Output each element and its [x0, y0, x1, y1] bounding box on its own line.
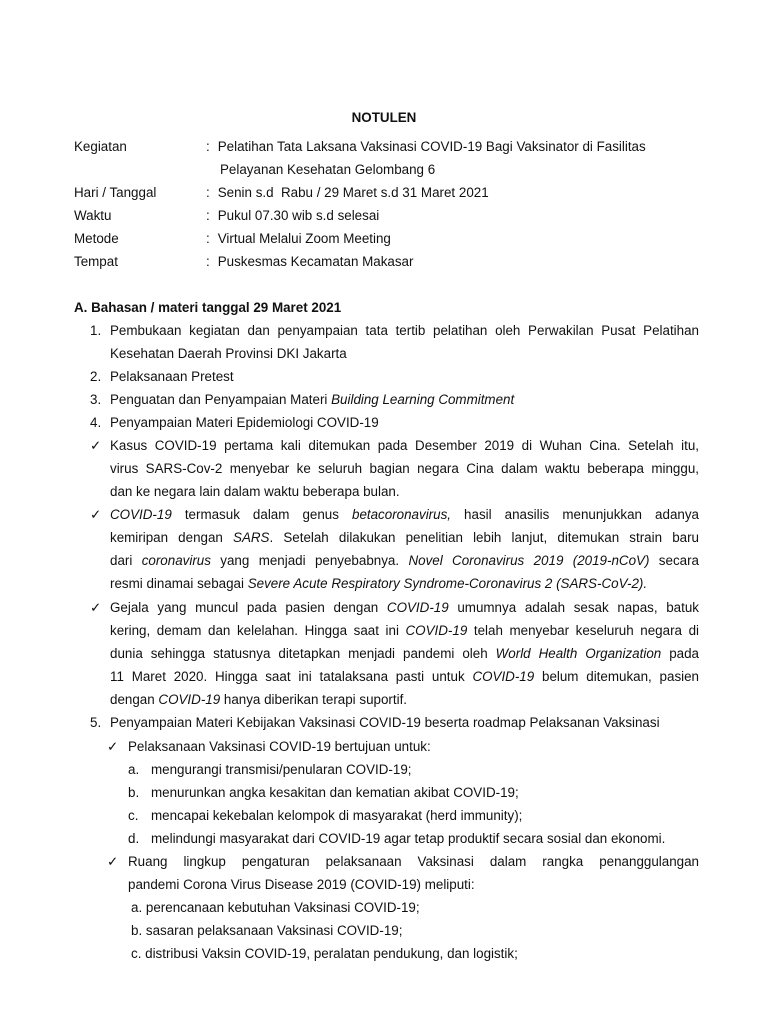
text-plain: 11 Maret 2020. Hingga saat ini tatalaksana pasti untuk	[110, 669, 473, 684]
sub-list-label: b.	[128, 785, 140, 800]
text-plain: dengan	[110, 692, 159, 707]
meta-label: Hari / Tanggal	[74, 185, 157, 200]
sub-list-label: c.	[128, 808, 139, 823]
meta-colon: :	[206, 208, 210, 223]
check-item-text-continued: virus SARS-Cov-2 menyebar ke seluruh bagian negara Cina dalam waktu beberapa minggu,	[110, 461, 699, 476]
check-icon: ✓	[90, 507, 102, 522]
meta-label: Waktu	[74, 208, 112, 223]
text-plain: belum ditemukan, pasien	[534, 669, 700, 684]
text-plain: Gejala yang muncul pada pasien dengan	[110, 600, 387, 615]
text-italic: COVID-19	[158, 692, 221, 707]
meta-label: Kegiatan	[74, 139, 127, 154]
meta-value: Pukul 07.30 wib s.d selesai	[214, 208, 380, 223]
text-plain: kering, demam dan kelelahan. Hingga saat ini	[110, 623, 406, 638]
section-heading: A. Bahasan / materi tanggal 29 Maret 2021	[74, 300, 342, 315]
check-item-text-continued: pandemi Corona Virus Disease 2019 (COVID-19) meliputi:	[128, 877, 475, 892]
meta-colon: :	[206, 185, 210, 200]
check-item-text: Kasus COVID-19 pertama kali ditemukan pada Desember 2019 di Wuhan Cina. Setelah itu,	[110, 438, 699, 453]
text-plain: dari	[110, 553, 142, 568]
sub-list-item: a. perencanaan kebutuhan Vaksinasi COVID-19;	[131, 900, 420, 915]
meta-value: Puskesmas Kecamatan Makasar	[214, 254, 414, 269]
list-item-text-italic: Building Learning Commitment	[331, 392, 515, 407]
check-icon: ✓	[90, 600, 102, 615]
sub-list-text: melindungi masyarakat dari COVID-19 agar tetap produktif secara sosial dan ekonomi.	[151, 831, 666, 846]
check-item-text-continued	[110, 665, 699, 688]
text-plain: termasuk dalam genus	[171, 507, 352, 522]
check-item-text-continued	[110, 526, 699, 549]
check-item-text-continued	[110, 642, 699, 665]
meta-label: Metode	[74, 231, 119, 246]
text-plain: umumnya adalah sesak napas, batuk	[448, 600, 699, 615]
list-number: 1.	[90, 323, 102, 338]
text-plain: dunia sehingga statusnya ditetapkan menjadi pandemi oleh	[110, 646, 496, 661]
text-italic: Novel Coronavirus 2019 (2019-nCoV)	[408, 553, 650, 568]
list-item-text	[110, 388, 699, 411]
sub-list-label: a.	[128, 762, 140, 777]
text-plain: resmi dinamai sebagai	[110, 576, 248, 591]
check-item-text-continued	[110, 688, 699, 711]
list-number: 3.	[90, 392, 102, 407]
sub-list-item: c. distribusi Vaksin COVID-19, peralatan pendukung, dan logistik;	[131, 946, 518, 961]
text-italic: COVID-19	[110, 507, 172, 522]
sub-list-text: mengurangi transmisi/penularan COVID-19;	[151, 762, 412, 777]
meta-colon: :	[206, 254, 210, 269]
sub-list-item: b. sasaran pelaksanaan Vaksinasi COVID-19;	[131, 923, 403, 938]
text-plain: hasil anasilis menunjukkan adanya	[451, 507, 699, 522]
list-item-text-continued: Kesehatan Daerah Provinsi DKI Jakarta	[110, 346, 347, 361]
list-number: 2.	[90, 369, 102, 384]
text-plain: pada	[661, 646, 699, 661]
text-italic: coronavirus	[141, 553, 211, 568]
sub-list-label: d.	[128, 831, 140, 846]
text-plain: . Setelah dilakukan penelitian lebih lanjut, ditemukan strain baru	[269, 530, 699, 545]
text-italic: SARS	[233, 530, 270, 545]
text-plain: telah menyebar keseluruh negara di	[467, 623, 699, 638]
meta-value: Virtual Melalui Zoom Meeting	[214, 231, 391, 246]
check-item-text-continued	[110, 619, 699, 642]
meta-label: Tempat	[74, 254, 118, 269]
text-plain: hanya diberikan terapi suportif.	[220, 692, 408, 707]
text-italic: Severe Acute Respiratory Syndrome-Coronavirus 2 (SARS-CoV-2).	[247, 576, 648, 591]
check-item-text-continued	[110, 572, 699, 595]
check-item-text	[110, 596, 699, 619]
list-item-text: Penyampaian Materi Kebijakan Vaksinasi COVID-19 beserta roadmap Pelaksanan Vaksinasi	[110, 715, 660, 730]
check-item-text-continued	[110, 549, 699, 572]
text-italic: COVID-19	[386, 600, 449, 615]
text-italic: World Health Organization	[495, 646, 662, 661]
list-number: 5.	[90, 715, 102, 730]
check-item-text: Ruang lingkup pengaturan pelaksanaan Vaksinasi dalam rangka penanggulangan	[128, 854, 699, 869]
check-item-text	[110, 503, 699, 526]
text-italic: betacoronavirus,	[352, 507, 451, 522]
check-item-text-continued: dan ke negara lain dalam waktu beberapa bulan.	[110, 484, 400, 499]
meta-value: Senin s.d Rabu / 29 Maret s.d 31 Maret 2021	[214, 185, 489, 200]
check-icon: ✓	[107, 854, 119, 869]
meta-colon: :	[206, 139, 210, 154]
meta-value-continued: Pelayanan Kesehatan Gelombang 6	[220, 162, 436, 177]
text-plain: kemiripan dengan	[110, 530, 234, 545]
sub-list-text: mencapai kekebalan kelompok di masyarakat (herd immunity);	[151, 808, 523, 823]
list-item-text-plain: Penguatan dan Penyampaian Materi	[110, 392, 332, 407]
meta-value: Pelatihan Tata Laksana Vaksinasi COVID-19 Bagi Vaksinator di Fasilitas	[214, 139, 646, 154]
text-italic: COVID-19	[405, 623, 468, 638]
list-item-text: Pelaksanaan Pretest	[110, 369, 234, 384]
meta-colon: :	[206, 231, 210, 246]
check-icon: ✓	[107, 739, 119, 754]
list-item-text: Pembukaan kegiatan dan penyampaian tata tertib pelatihan oleh Perwakilan Pusat Pelatihan	[110, 323, 699, 338]
check-item-text: Pelaksanaan Vaksinasi COVID-19 bertujuan untuk:	[128, 739, 431, 754]
list-item-text: Penyampaian Materi Epidemiologi COVID-19	[110, 415, 379, 430]
check-icon: ✓	[90, 438, 102, 453]
text-plain: secara	[649, 553, 699, 568]
list-number: 4.	[90, 415, 102, 430]
text-italic: COVID-19	[472, 669, 535, 684]
text-plain: yang menjadi penyebabnya.	[210, 553, 409, 568]
sub-list-text: menurunkan angka kesakitan dan kematian akibat COVID-19;	[151, 785, 519, 800]
document-title: NOTULEN	[351, 110, 417, 125]
